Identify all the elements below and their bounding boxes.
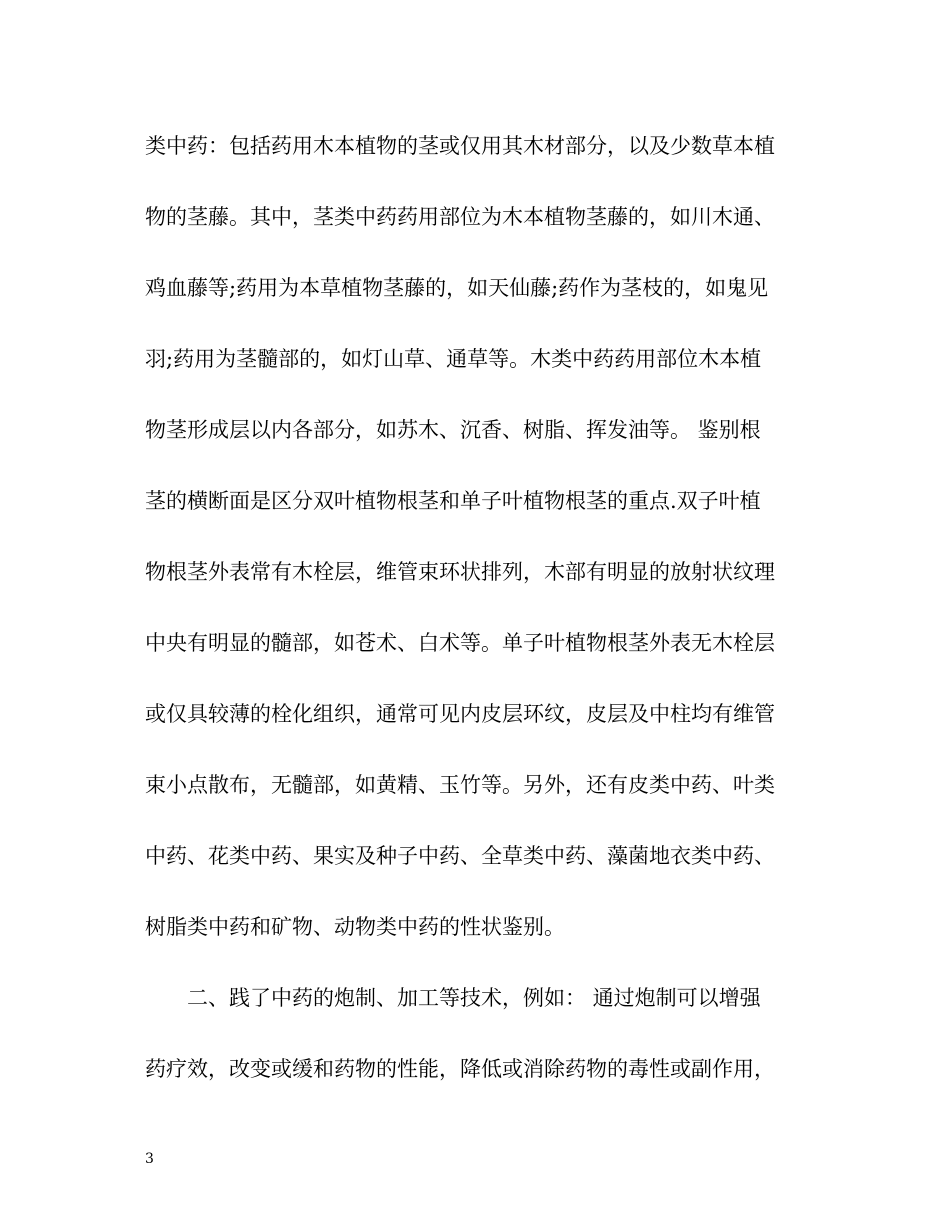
paragraph-heading-line: 二、践了中药的炮制、加工等技术，例如： 通过炮制可以增强: [145, 986, 761, 1010]
text-line: 物茎形成层以内各部分，如苏木、沉香、树脂、挥发油等。 鉴别根: [145, 418, 761, 442]
text-line: 中药、花类中药、果实及种子中药、全草类中药、藻菌地衣类中药、: [145, 844, 775, 868]
text-line: 中央有明显的髓部，如苍术、白术等。单子叶植物根茎外表无木栓层: [145, 631, 775, 655]
text-line: 或仅具较薄的栓化组织，通常可见内皮层环纹，皮层及中柱均有维管: [145, 702, 775, 726]
text-line: 束小点散布，无髓部，如黄精、玉竹等。另外，还有皮类中药、叶类: [145, 773, 775, 797]
text-line: 树脂类中药和矿物、动物类中药的性状鉴别。: [145, 915, 565, 939]
page-number: 3: [145, 1151, 154, 1167]
text-line: 类中药：包括药用木本植物的茎或仅用其木材部分，以及少数草本植: [145, 134, 775, 158]
text-line: 物的茎藤。其中，茎类中药药用部位为木本植物茎藤的，如川木通、: [145, 205, 775, 229]
text-line: 药疗效，改变或缓和药物的性能，降低或消除药物的毒性或副作用，: [145, 1057, 775, 1081]
text-line: 茎的横断面是区分双叶植物根茎和单子叶植物根茎的重点.双子叶植: [145, 489, 761, 513]
text-line: 物根茎外表常有木栓层，维管束环状排列，木部有明显的放射状纹理: [145, 560, 775, 584]
text-line: 鸡血藤等;药用为本草植物茎藤的，如天仙藤;药作为茎枝的，如鬼见: [145, 276, 769, 300]
text-line: 羽;药用为茎髓部的，如灯山草、通草等。木类中药药用部位木本植: [145, 347, 762, 371]
